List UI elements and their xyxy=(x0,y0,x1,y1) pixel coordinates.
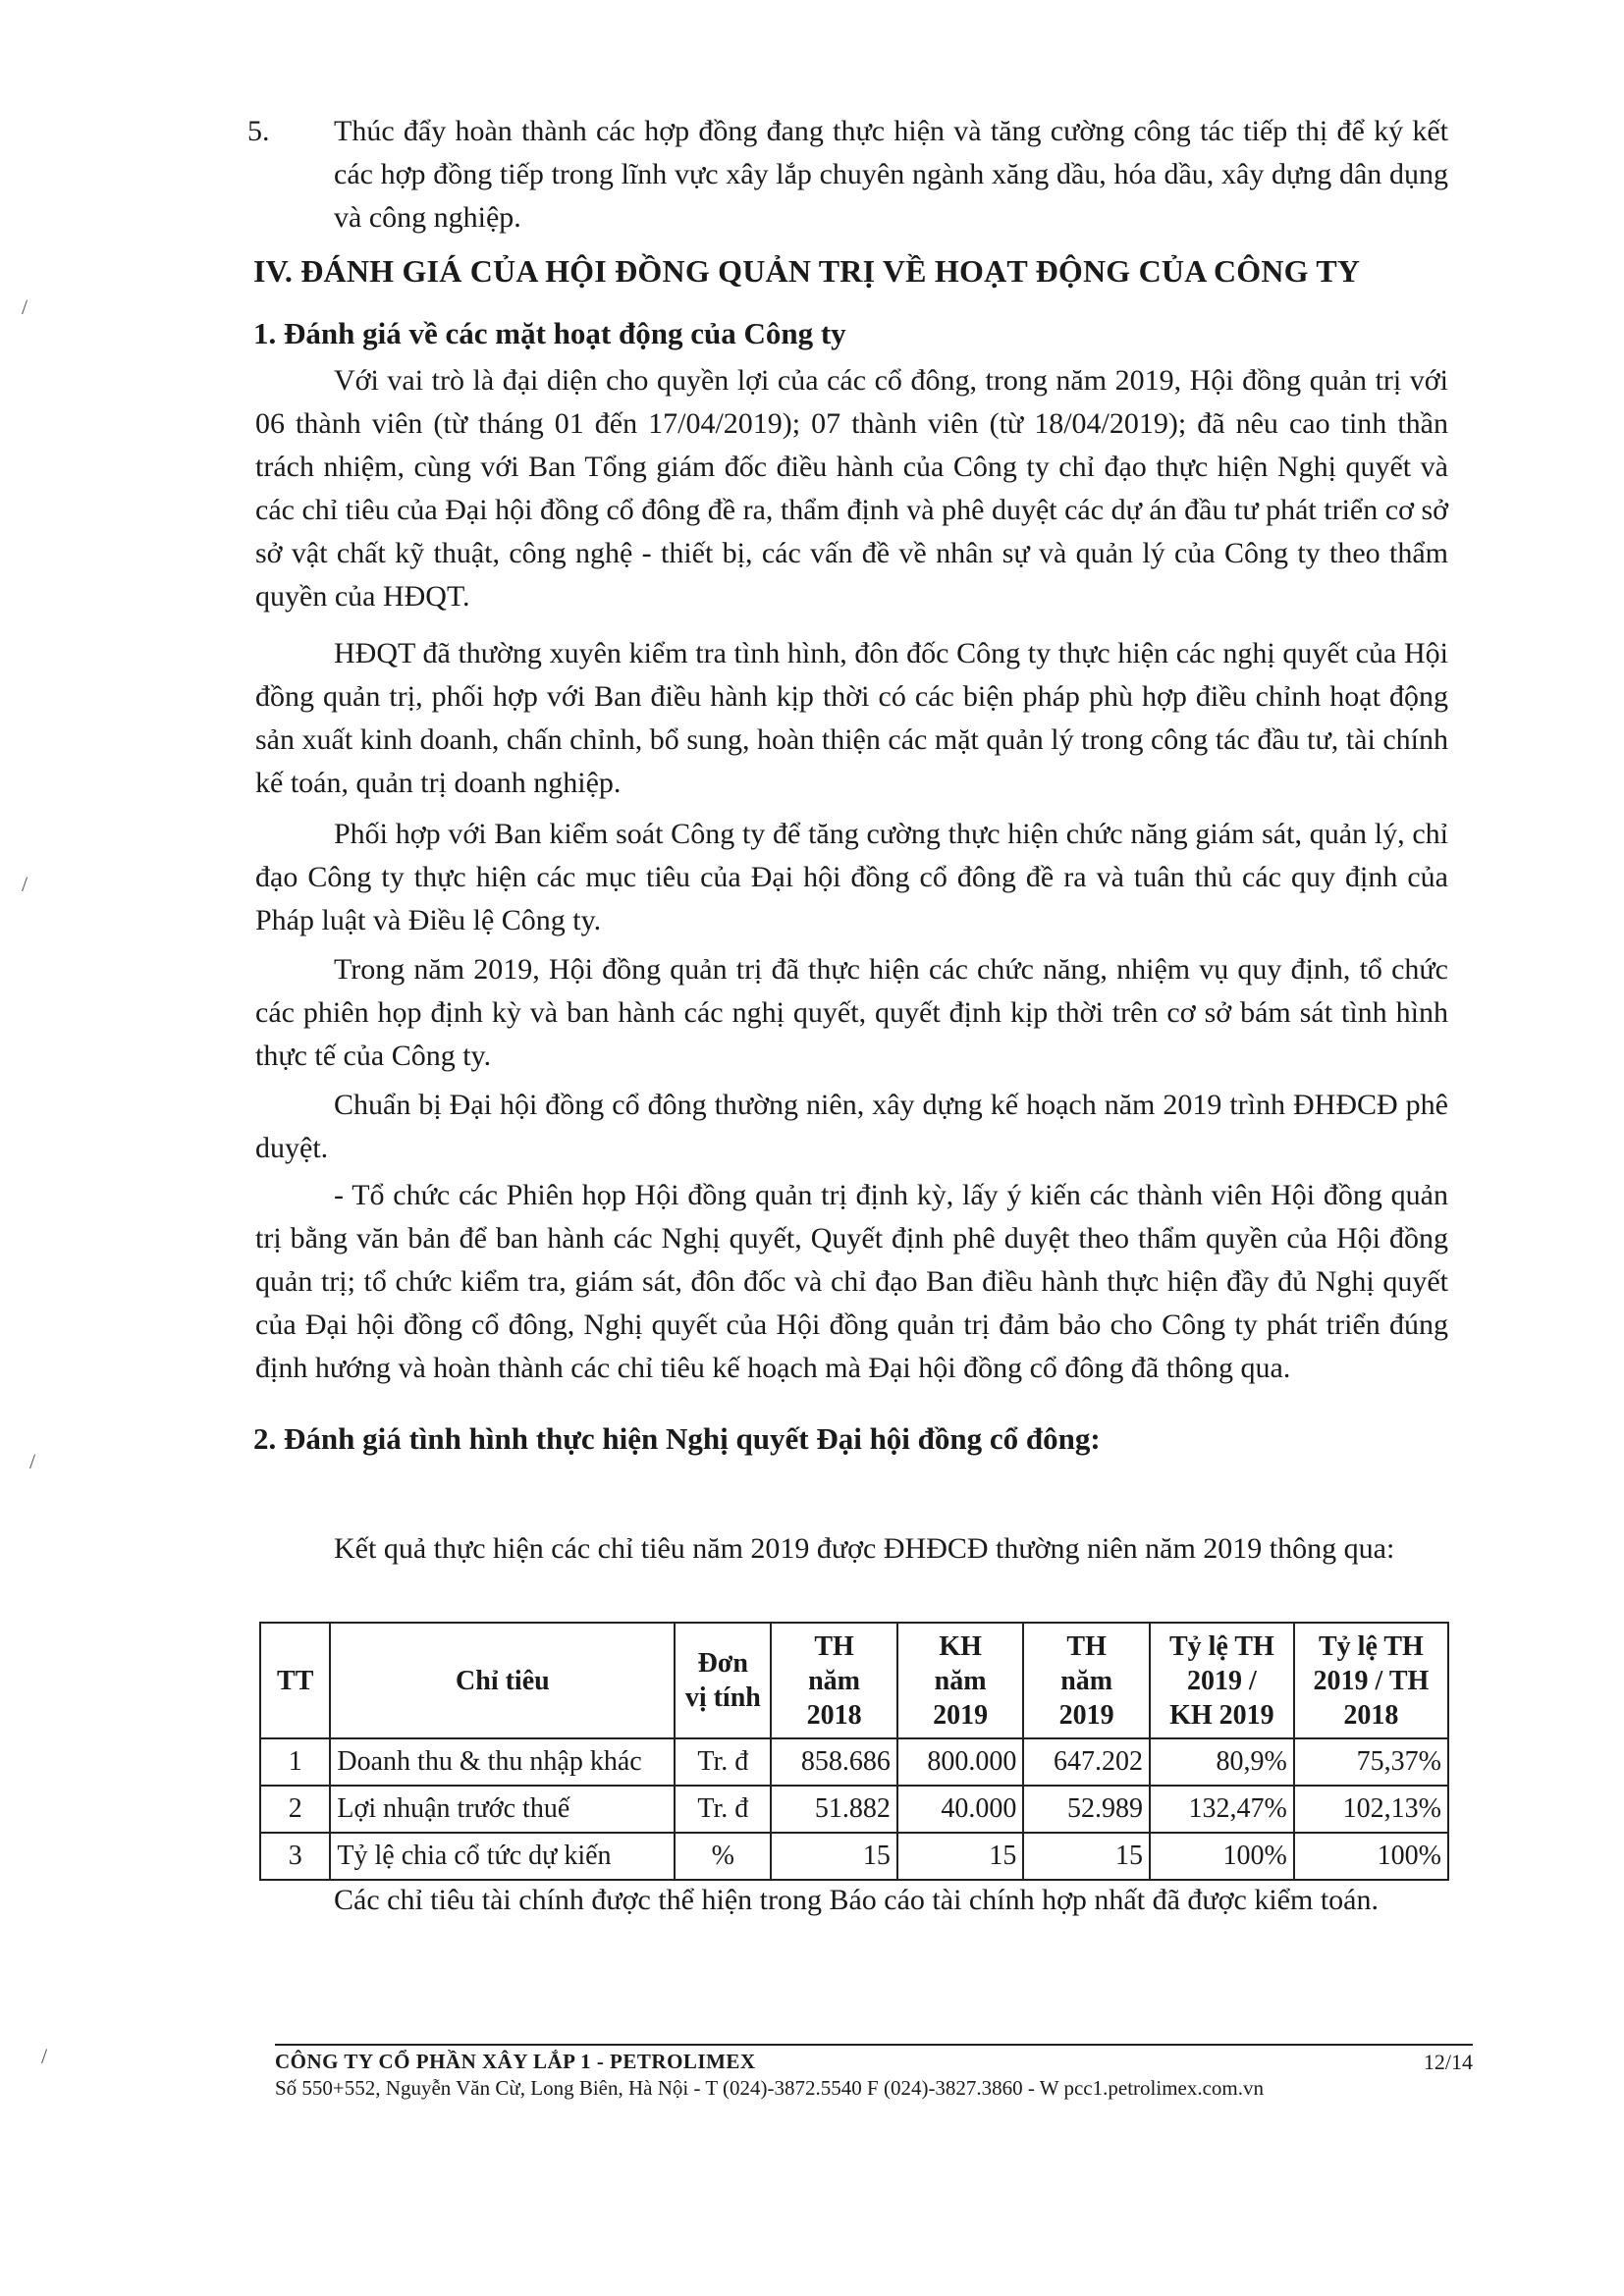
cell-ty-le-kh: 132,47% xyxy=(1150,1786,1294,1833)
subsection-heading-1: 1. Đánh giá về các mặt hoạt động của Công ty xyxy=(253,316,846,350)
header-don-vi: Đơn vị tính xyxy=(675,1623,771,1738)
cell-don-vi: % xyxy=(675,1833,771,1880)
cell-ty-le-th: 102,13% xyxy=(1294,1786,1448,1833)
section-heading: IV. ĐÁNH GIÁ CỦA HỘI ĐỒNG QUẢN TRỊ VỀ HOẠT ĐỘNG CỦA CÔNG TY xyxy=(253,253,1361,289)
paragraph-2: HĐQT đã thường xuyên kiểm tra tình hình, đôn đốc Công ty thực hiện các nghị quyết của Hội đồng quản trị, phối hợp với Ban điều hành kịp thời có các biện pháp phù hợp điều chỉnh hoạt động sản xuất kinh doanh, chấn chỉnh, bổ sung, hoàn thiện các mặt quản lý trong công tác đầu tư, tài chính kế toán, quản trị doanh nghiệp. xyxy=(255,637,1448,799)
table-note: Các chỉ tiêu tài chính được thể hiện trong Báo cáo tài chính hợp nhất đã được kiểm toán. xyxy=(334,1884,1379,1916)
header-chi-tieu: Chỉ tiêu xyxy=(330,1623,675,1738)
cell-chi-tieu: Tỷ lệ chia cổ tức dự kiến xyxy=(330,1833,675,1880)
paragraph-6: - Tổ chức các Phiên họp Hội đồng quản trị định kỳ, lấy ý kiến các thành viên Hội đồng quản trị bằng văn bản để ban hành các Nghị quyết, Quyết định phê duyệt theo thẩm quyền của Hội đồng quản trị; tổ chức kiểm tra, giám sát, đôn đốc và chỉ đạo Ban điều hành thực hiện đầy đủ Nghị quyết của Đại hội đồng cổ đông, Nghị quyết của Hội đồng quản trị đảm bảo cho Công ty phát triển đúng định hướng và hoàn thành các chỉ tiêu kế hoạch mà Đại hội đồng cổ đông đã thông qua. xyxy=(255,1179,1448,1384)
paragraph-1: Với vai trò là đại diện cho quyền lợi của các cổ đông, trong năm 2019, Hội đồng quản trị với 06 thành viên (từ tháng 01 đến 17/04/2019); 07 thành viên (từ 18/04/2019); đã nêu cao tinh thần trách nhiệm, cùng với Ban Tổng giám đốc điều hành của Công ty chỉ đạo thực hiện Nghị quyết và các chỉ tiêu của Đại hội đồng cổ đông đề ra, thẩm định và phê duyệt các dự án đầu tư phát triển cơ sở sở vật chất kỹ thuật, công nghệ - thiết bị, các vấn đề về nhân sự và quản lý của Công ty theo thẩm quyền của HĐQT. xyxy=(255,364,1448,613)
header-ty-le-kh: Tỷ lệ TH 2019 / KH 2019 xyxy=(1150,1623,1294,1738)
cell-kh-2019: 40.000 xyxy=(897,1786,1024,1833)
cell-ty-le-kh: 100% xyxy=(1150,1833,1294,1880)
table-row xyxy=(260,1833,1448,1880)
header-th-2019: TH năm 2019 xyxy=(1023,1623,1150,1738)
cell-tt: 1 xyxy=(260,1738,330,1786)
cell-chi-tieu: Lợi nhuận trước thuế xyxy=(330,1786,675,1833)
paragraph-3: Phối hợp với Ban kiểm soát Công ty để tăng cường thực hiện chức năng giám sát, quản lý, chỉ đạo Công ty thực hiện các mục tiêu của Đại hội đồng cổ đông đề ra và tuân thủ các quy định của Pháp luật và Điều lệ Công ty. xyxy=(255,818,1448,936)
page-footer xyxy=(275,2044,1473,2101)
cell-th-2018: 858.686 xyxy=(771,1738,897,1786)
scan-mark: / xyxy=(22,294,28,319)
results-table xyxy=(259,1622,1449,1881)
cell-tt: 3 xyxy=(260,1833,330,1880)
subsection-heading-2: 2. Đánh giá tình hình thực hiện Nghị quyết Đại hội đồng cổ đông: xyxy=(253,1421,1101,1456)
cell-th-2018: 15 xyxy=(771,1833,897,1880)
list-item-number: 5. xyxy=(247,115,270,147)
cell-th-2019: 15 xyxy=(1023,1833,1150,1880)
header-kh-2019: KH năm 2019 xyxy=(897,1623,1024,1738)
paragraph-5: Chuẩn bị Đại hội đồng cổ đông thường niên, xây dựng kế hoạch năm 2019 trình ĐHĐCĐ phê duyệt. xyxy=(255,1089,1448,1164)
table-row xyxy=(260,1786,1448,1833)
cell-th-2019: 647.202 xyxy=(1023,1738,1150,1786)
cell-ty-le-th: 75,37% xyxy=(1294,1738,1448,1786)
header-tt: TT xyxy=(260,1623,330,1738)
footer-address: Số 550+552, Nguyễn Văn Cừ, Long Biên, Hà Nội - T (024)-3872.5540 F (024)-3827.3860 - W pcc1.petrolimex.com.vn xyxy=(275,2076,1265,2100)
table-row xyxy=(260,1738,1448,1786)
page-number: 12/14 xyxy=(1423,2050,1473,2074)
cell-don-vi: Tr. đ xyxy=(675,1786,771,1833)
cell-tt: 2 xyxy=(260,1786,330,1833)
cell-ty-le-th: 100% xyxy=(1294,1833,1448,1880)
cell-kh-2019: 800.000 xyxy=(897,1738,1024,1786)
cell-th-2019: 52.989 xyxy=(1023,1786,1150,1833)
table-header-row xyxy=(260,1623,1448,1738)
paragraph-4: Trong năm 2019, Hội đồng quản trị đã thực hiện các chức năng, nhiệm vụ quy định, tổ chức các phiên họp định kỳ và ban hành các nghị quyết, quyết định kịp thời trên cơ sở bám sát tình hình thực tế của Công ty. xyxy=(255,953,1448,1072)
footer-company: CÔNG TY CỔ PHẦN XÂY LẮP 1 - PETROLIMEX xyxy=(275,2050,756,2073)
scan-mark: / xyxy=(22,872,28,896)
list-item-text: Thúc đẩy hoàn thành các hợp đồng đang thực hiện và tăng cường công tác tiếp thị để ký kết các hợp đồng tiếp trong lĩnh vực xây lắp chuyên ngành xăng dầu, hóa dầu, xây dựng dân dụng và công nghiệp. xyxy=(334,115,1448,234)
cell-don-vi: Tr. đ xyxy=(675,1738,771,1786)
table-intro: Kết quả thực hiện các chỉ tiêu năm 2019 được ĐHĐCĐ thường niên năm 2019 thông qua: xyxy=(334,1532,1395,1565)
header-ty-le-th: Tỷ lệ TH 2019 / TH 2018 xyxy=(1294,1623,1448,1738)
cell-ty-le-kh: 80,9% xyxy=(1150,1738,1294,1786)
cell-th-2018: 51.882 xyxy=(771,1786,897,1833)
scan-mark: / xyxy=(29,1449,36,1473)
cell-kh-2019: 15 xyxy=(897,1833,1024,1880)
cell-chi-tieu: Doanh thu & thu nhập khác xyxy=(330,1738,675,1786)
scan-mark: / xyxy=(41,2044,48,2068)
header-th-2018: TH năm 2018 xyxy=(771,1623,897,1738)
